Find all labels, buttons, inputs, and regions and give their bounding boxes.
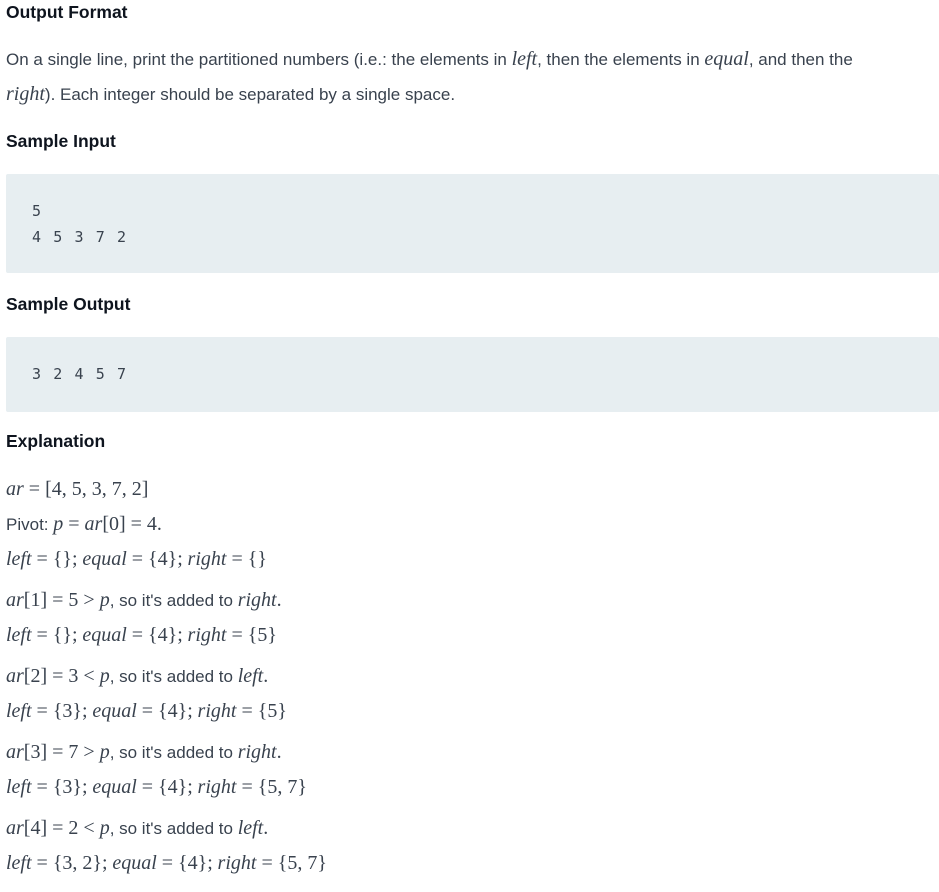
array-definition: ar = [4, 5, 3, 7, 2] bbox=[6, 478, 149, 500]
sample-output-line: 3 2 4 5 7 bbox=[32, 365, 128, 383]
partition-state: left = {3, 2}; equal = {4}; right = {5, 7} bbox=[6, 852, 327, 874]
sample-input-heading: Sample Input bbox=[6, 131, 116, 151]
sample-output-block bbox=[6, 337, 939, 412]
partition-state: left = {}; equal = {4}; right = {5} bbox=[6, 624, 277, 646]
output-format-heading: Output Format bbox=[6, 2, 128, 22]
right-var: right bbox=[6, 83, 45, 105]
left-var: left bbox=[511, 48, 538, 70]
explanation-heading: Explanation bbox=[6, 431, 106, 451]
step-line: ar[1] = 5 > p, so it's added to right. bbox=[6, 589, 282, 611]
pivot-line: Pivot: p = ar[0] = 4. bbox=[6, 513, 162, 535]
partition-state: left = {}; equal = {4}; right = {} bbox=[6, 548, 267, 570]
sample-input-line: 5 bbox=[32, 202, 43, 220]
sample-output-heading: Sample Output bbox=[6, 294, 131, 314]
step-line: ar[4] = 2 < p, so it's added to left. bbox=[6, 817, 269, 839]
step-line: ar[3] = 7 > p, so it's added to right. bbox=[6, 741, 282, 763]
output-format-text: On a single line, print the partitioned numbers (i.e.: the elements in left, then the elements in equal, and then the right). Each integer should be separated by a single space. bbox=[6, 48, 853, 105]
sample-input-block bbox=[6, 174, 939, 273]
step-line: ar[2] = 3 < p, so it's added to left. bbox=[6, 665, 269, 687]
partition-state: left = {3}; equal = {4}; right = {5} bbox=[6, 700, 287, 722]
equal-var: equal bbox=[704, 48, 749, 70]
sample-input-line: 4 5 3 7 2 bbox=[32, 228, 128, 246]
partition-state: left = {3}; equal = {4}; right = {5, 7} bbox=[6, 776, 307, 798]
